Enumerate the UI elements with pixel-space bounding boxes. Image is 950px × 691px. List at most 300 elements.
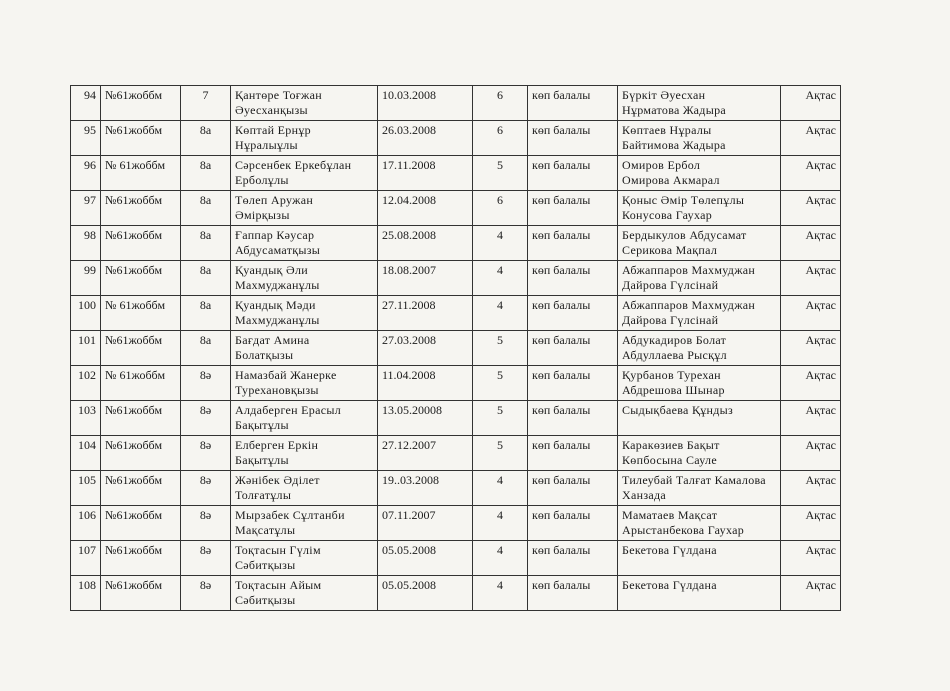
parents-parent1: Бердыкулов Абдусамат xyxy=(622,228,747,242)
row-number-num: 106 xyxy=(78,508,96,522)
row-number xyxy=(71,436,101,471)
row-number xyxy=(71,576,101,611)
parents-cell xyxy=(618,401,781,436)
student-name-cell xyxy=(231,366,378,401)
grade-grade: 8а xyxy=(199,298,212,312)
school-cell xyxy=(101,506,181,541)
birth-date-cell xyxy=(378,506,473,541)
family-category-category: көп балалы xyxy=(532,123,591,137)
children-count-cell xyxy=(473,226,528,261)
student-name-cell xyxy=(231,86,378,121)
student-name-name1: Төлеп Аружан xyxy=(235,193,314,207)
parents-parent2: Абдрешова Шынар xyxy=(622,383,725,397)
parents-cell xyxy=(618,506,781,541)
family-category-cell xyxy=(528,366,618,401)
table-row xyxy=(71,541,841,576)
children-count-cell xyxy=(473,471,528,506)
locality-city: Ақтас xyxy=(805,263,836,277)
row-number xyxy=(71,296,101,331)
row-number-num: 98 xyxy=(84,228,96,242)
row-number-num: 99 xyxy=(84,263,96,277)
birth-date-dob: 11.04.2008 xyxy=(382,368,436,382)
children-count-count: 5 xyxy=(497,333,503,347)
table-row xyxy=(71,86,841,121)
locality-cell xyxy=(781,436,841,471)
roster-table xyxy=(70,85,841,611)
grade-cell xyxy=(181,366,231,401)
row-number xyxy=(71,261,101,296)
student-name-cell xyxy=(231,541,378,576)
school-school: № 61жоббм xyxy=(105,368,166,382)
family-category-category: көп балалы xyxy=(532,298,591,312)
student-name-name2: Турехановқызы xyxy=(235,383,319,397)
school-school: №61жоббм xyxy=(105,508,163,522)
birth-date-dob: 25.08.2008 xyxy=(382,228,436,242)
student-name-name2: Махмуджанұлы xyxy=(235,278,320,292)
children-count-cell xyxy=(473,86,528,121)
student-name-cell xyxy=(231,156,378,191)
school-school: №61жоббм xyxy=(105,228,163,242)
children-count-cell xyxy=(473,191,528,226)
row-number xyxy=(71,331,101,366)
student-name-cell xyxy=(231,401,378,436)
grade-grade: 7 xyxy=(202,88,209,102)
student-name-cell xyxy=(231,226,378,261)
locality-cell xyxy=(781,576,841,611)
student-name-name1: Елберген Еркін xyxy=(235,438,319,452)
school-school: № 61жоббм xyxy=(105,298,166,312)
family-category-cell xyxy=(528,191,618,226)
children-count-count: 5 xyxy=(497,403,503,417)
family-category-cell xyxy=(528,226,618,261)
student-name-name1: Намазбай Жанерке xyxy=(235,368,337,382)
parents-parent2: Абдуллаева Рысқұл xyxy=(622,348,727,362)
table-row xyxy=(71,471,841,506)
family-category-cell xyxy=(528,471,618,506)
grade-grade: 8ә xyxy=(199,578,212,592)
student-name-name2: Ерболұлы xyxy=(235,173,289,187)
parents-cell xyxy=(618,366,781,401)
parents-parent2: Дайрова Гүлсінай xyxy=(622,278,719,292)
table-row xyxy=(71,226,841,261)
children-count-cell xyxy=(473,331,528,366)
student-name-cell xyxy=(231,296,378,331)
birth-date-cell xyxy=(378,576,473,611)
birth-date-cell xyxy=(378,366,473,401)
parents-cell xyxy=(618,86,781,121)
parents-parent2: Арыстанбекова Гаухар xyxy=(622,523,745,537)
locality-cell xyxy=(781,226,841,261)
parents-cell xyxy=(618,296,781,331)
children-count-count: 5 xyxy=(497,158,503,172)
parents-cell xyxy=(618,121,781,156)
grade-grade: 8а xyxy=(199,263,212,277)
locality-city: Ақтас xyxy=(805,88,836,102)
grade-grade: 8ә xyxy=(199,403,212,417)
children-count-cell xyxy=(473,156,528,191)
parents-cell xyxy=(618,471,781,506)
birth-date-dob: 26.03.2008 xyxy=(382,123,436,137)
parents-cell xyxy=(618,191,781,226)
school-school: №61жоббм xyxy=(105,193,163,207)
grade-grade: 8а xyxy=(199,193,212,207)
parents-parent1: Көптаев Нұралы xyxy=(622,123,712,137)
children-count-count: 4 xyxy=(497,578,503,592)
birth-date-cell xyxy=(378,331,473,366)
locality-cell xyxy=(781,191,841,226)
birth-date-dob: 27.11.2008 xyxy=(382,298,436,312)
birth-date-dob: 17.11.2008 xyxy=(382,158,436,172)
family-category-cell xyxy=(528,401,618,436)
parents-cell xyxy=(618,331,781,366)
student-name-name1: Тоқтасын Айым xyxy=(235,578,322,592)
family-category-category: көп балалы xyxy=(532,333,591,347)
locality-city: Ақтас xyxy=(805,578,836,592)
parents-parent1: Қоныс Әмір Төлепұлы xyxy=(622,193,745,207)
grade-grade: 8а xyxy=(199,228,212,242)
table-row xyxy=(71,506,841,541)
student-name-cell xyxy=(231,261,378,296)
school-cell xyxy=(101,401,181,436)
row-number xyxy=(71,191,101,226)
row-number-num: 101 xyxy=(78,333,96,347)
family-category-cell xyxy=(528,541,618,576)
children-count-count: 4 xyxy=(497,228,503,242)
school-cell xyxy=(101,191,181,226)
student-name-name1: Сәрсенбек Еркебұлан xyxy=(235,158,352,172)
school-cell xyxy=(101,541,181,576)
student-name-name1: Бағдат Амина xyxy=(235,333,310,347)
locality-cell xyxy=(781,121,841,156)
parents-parent1: Маматаев Мақсат xyxy=(622,508,718,522)
birth-date-dob: 05.05.2008 xyxy=(382,543,436,557)
family-category-cell xyxy=(528,86,618,121)
birth-date-dob: 07.11.2007 xyxy=(382,508,436,522)
locality-city: Ақтас xyxy=(805,298,836,312)
locality-cell xyxy=(781,401,841,436)
school-school: №61жоббм xyxy=(105,88,163,102)
student-name-name2: Нұралыұлы xyxy=(235,138,298,152)
birth-date-dob: 12.04.2008 xyxy=(382,193,436,207)
children-count-cell xyxy=(473,261,528,296)
student-name-name1: Жәнібек Әділет xyxy=(235,473,320,487)
grade-cell xyxy=(181,156,231,191)
parents-parent1: Абжаппаров Махмуджан xyxy=(622,263,756,277)
school-cell xyxy=(101,261,181,296)
grade-cell xyxy=(181,296,231,331)
birth-date-dob: 19..03.2008 xyxy=(382,473,439,487)
parents-parent2: Конусова Гаухар xyxy=(622,208,713,222)
parents-parent1: Каракөзиев Бақыт xyxy=(622,438,720,452)
locality-city: Ақтас xyxy=(805,543,836,557)
children-count-count: 6 xyxy=(497,88,503,102)
row-number xyxy=(71,86,101,121)
parents-parent2: Дайрова Гүлсінай xyxy=(622,313,719,327)
birth-date-dob: 10.03.2008 xyxy=(382,88,436,102)
student-name-name1: Қуандық Мәди xyxy=(235,298,316,312)
parents-cell xyxy=(618,541,781,576)
student-name-name2: Әмірқызы xyxy=(235,208,290,222)
school-school: №61жоббм xyxy=(105,263,163,277)
family-category-category: көп балалы xyxy=(532,473,591,487)
parents-parent1: Бекетова Гүлдана xyxy=(622,543,717,557)
locality-cell xyxy=(781,261,841,296)
family-category-category: көп балалы xyxy=(532,228,591,242)
school-cell xyxy=(101,121,181,156)
grade-grade: 8а xyxy=(199,158,212,172)
parents-parent1: Сыдықбаева Құндыз xyxy=(622,403,734,417)
parents-parent1: Қурбанов Турехан xyxy=(622,368,721,382)
table-row xyxy=(71,191,841,226)
locality-city: Ақтас xyxy=(805,508,836,522)
locality-cell xyxy=(781,541,841,576)
parents-parent2: Көпбосына Сауле xyxy=(622,453,717,467)
family-category-cell xyxy=(528,156,618,191)
student-name-name2: Бақытұлы xyxy=(235,453,289,467)
row-number-num: 108 xyxy=(78,578,96,592)
children-count-cell xyxy=(473,576,528,611)
student-name-name2: Сәбитқызы xyxy=(235,593,296,607)
row-number-num: 97 xyxy=(84,193,96,207)
parents-parent1: Тилеубай Талғат Камалова xyxy=(622,473,766,487)
row-number xyxy=(71,366,101,401)
row-number-num: 104 xyxy=(78,438,96,452)
student-name-name1: Қуандық Әли xyxy=(235,263,308,277)
locality-cell xyxy=(781,86,841,121)
children-count-cell xyxy=(473,506,528,541)
row-number xyxy=(71,401,101,436)
children-count-cell xyxy=(473,401,528,436)
grade-cell xyxy=(181,401,231,436)
birth-date-cell xyxy=(378,261,473,296)
family-category-cell xyxy=(528,331,618,366)
birth-date-cell xyxy=(378,121,473,156)
table-row xyxy=(71,331,841,366)
grade-cell xyxy=(181,191,231,226)
school-school: №61жоббм xyxy=(105,438,163,452)
school-cell xyxy=(101,86,181,121)
locality-city: Ақтас xyxy=(805,228,836,242)
family-category-category: көп балалы xyxy=(532,508,591,522)
row-number xyxy=(71,156,101,191)
birth-date-cell xyxy=(378,401,473,436)
student-name-name1: Алдаберген Ерасыл xyxy=(235,403,342,417)
grade-cell xyxy=(181,331,231,366)
table-row xyxy=(71,576,841,611)
children-count-count: 4 xyxy=(497,298,503,312)
table-row xyxy=(71,156,841,191)
row-number-num: 94 xyxy=(84,88,96,102)
table-row xyxy=(71,366,841,401)
student-name-name1: Тоқтасын Гүлім xyxy=(235,543,321,557)
parents-parent2: Омирова Акмарал xyxy=(622,173,720,187)
table-row xyxy=(71,436,841,471)
locality-city: Ақтас xyxy=(805,123,836,137)
children-count-count: 5 xyxy=(497,368,503,382)
school-school: №61жоббм xyxy=(105,403,163,417)
row-number-num: 107 xyxy=(78,543,96,557)
family-category-category: көп балалы xyxy=(532,543,591,557)
student-name-name2: Толғатұлы xyxy=(235,488,292,502)
row-number xyxy=(71,121,101,156)
birth-date-dob: 18.08.2007 xyxy=(382,263,436,277)
parents-parent2: Серикова Мақпал xyxy=(622,243,718,257)
school-cell xyxy=(101,156,181,191)
family-category-category: көп балалы xyxy=(532,263,591,277)
roster-body xyxy=(71,86,841,611)
parents-cell xyxy=(618,226,781,261)
parents-parent2: Нұрматова Жадыра xyxy=(622,103,727,117)
grade-cell xyxy=(181,436,231,471)
locality-cell xyxy=(781,366,841,401)
birth-date-cell xyxy=(378,296,473,331)
grade-grade: 8ә xyxy=(199,368,212,382)
birth-date-cell xyxy=(378,541,473,576)
locality-city: Ақтас xyxy=(805,158,836,172)
children-count-count: 4 xyxy=(497,263,503,277)
student-name-cell xyxy=(231,191,378,226)
birth-date-cell xyxy=(378,226,473,261)
birth-date-dob: 27.03.2008 xyxy=(382,333,436,347)
birth-date-cell xyxy=(378,436,473,471)
grade-grade: 8ә xyxy=(199,543,212,557)
family-category-category: көп балалы xyxy=(532,578,591,592)
locality-city: Ақтас xyxy=(805,438,836,452)
school-school: №61жоббм xyxy=(105,333,163,347)
table-row xyxy=(71,401,841,436)
parents-cell xyxy=(618,576,781,611)
grade-grade: 8а xyxy=(199,123,212,137)
student-name-cell xyxy=(231,436,378,471)
table-row xyxy=(71,296,841,331)
family-category-category: көп балалы xyxy=(532,88,591,102)
birth-date-cell xyxy=(378,156,473,191)
grade-cell xyxy=(181,506,231,541)
locality-cell xyxy=(781,331,841,366)
row-number xyxy=(71,541,101,576)
row-number-num: 102 xyxy=(78,368,96,382)
parents-parent1: Абжаппаров Махмуджан xyxy=(622,298,756,312)
birth-date-cell xyxy=(378,86,473,121)
school-cell xyxy=(101,296,181,331)
grade-cell xyxy=(181,121,231,156)
school-cell xyxy=(101,471,181,506)
student-name-name1: Қантөре Тоғжан xyxy=(235,88,322,102)
table-row xyxy=(71,261,841,296)
school-cell xyxy=(101,576,181,611)
student-name-cell xyxy=(231,576,378,611)
parents-parent1: Бекетова Гүлдана xyxy=(622,578,717,592)
family-category-cell xyxy=(528,261,618,296)
row-number xyxy=(71,506,101,541)
student-name-name2: Абдусаматқызы xyxy=(235,243,321,257)
row-number-num: 96 xyxy=(84,158,96,172)
row-number-num: 103 xyxy=(78,403,96,417)
student-name-cell xyxy=(231,331,378,366)
student-name-name2: Болатқызы xyxy=(235,348,294,362)
family-category-category: көп балалы xyxy=(532,438,591,452)
locality-city: Ақтас xyxy=(805,333,836,347)
family-category-cell xyxy=(528,576,618,611)
parents-parent1: Омиров Ербол xyxy=(622,158,701,172)
family-category-category: көп балалы xyxy=(532,403,591,417)
school-cell xyxy=(101,436,181,471)
children-count-count: 4 xyxy=(497,543,503,557)
grade-cell xyxy=(181,86,231,121)
grade-grade: 8а xyxy=(199,333,212,347)
school-school: №61жоббм xyxy=(105,473,163,487)
children-count-count: 5 xyxy=(497,438,503,452)
family-category-cell xyxy=(528,436,618,471)
student-name-cell xyxy=(231,471,378,506)
parents-parent1: Бүркіт Әуесхан xyxy=(622,88,706,102)
school-school: №61жоббм xyxy=(105,578,163,592)
family-category-cell xyxy=(528,506,618,541)
student-name-name2: Махмуджанұлы xyxy=(235,313,320,327)
student-name-name2: Сәбитқызы xyxy=(235,558,296,572)
locality-cell xyxy=(781,296,841,331)
grade-cell xyxy=(181,471,231,506)
children-count-cell xyxy=(473,366,528,401)
birth-date-dob: 13.05.20008 xyxy=(382,403,442,417)
children-count-count: 4 xyxy=(497,508,503,522)
locality-city: Ақтас xyxy=(805,473,836,487)
student-name-name1: Көптай Ернұр xyxy=(235,123,311,137)
grade-cell xyxy=(181,261,231,296)
school-school: №61жоббм xyxy=(105,123,163,137)
children-count-cell xyxy=(473,436,528,471)
birth-date-cell xyxy=(378,191,473,226)
children-count-cell xyxy=(473,121,528,156)
school-cell xyxy=(101,366,181,401)
children-count-count: 6 xyxy=(497,123,503,137)
locality-city: Ақтас xyxy=(805,368,836,382)
grade-grade: 8ә xyxy=(199,508,212,522)
birth-date-dob: 27.12.2007 xyxy=(382,438,436,452)
school-school: № 61жоббм xyxy=(105,158,166,172)
children-count-count: 6 xyxy=(497,193,503,207)
parents-parent2: Байтимова Жадыра xyxy=(622,138,726,152)
student-name-name1: Ғаппар Кәусар xyxy=(235,228,315,242)
parents-parent2: Ханзада xyxy=(622,488,667,502)
birth-date-cell xyxy=(378,471,473,506)
school-school: №61жоббм xyxy=(105,543,163,557)
grade-grade: 8ә xyxy=(199,438,212,452)
student-name-name2: Бақытұлы xyxy=(235,418,289,432)
grade-grade: 8ә xyxy=(199,473,212,487)
children-count-cell xyxy=(473,296,528,331)
school-cell xyxy=(101,331,181,366)
student-name-name1: Мырзабек Сұлтанби xyxy=(235,508,345,522)
student-name-name2: Әуесханқызы xyxy=(235,103,308,117)
student-name-name2: Мақсатұлы xyxy=(235,523,296,537)
locality-cell xyxy=(781,506,841,541)
family-category-cell xyxy=(528,296,618,331)
children-count-count: 4 xyxy=(497,473,503,487)
row-number xyxy=(71,226,101,261)
table-row xyxy=(71,121,841,156)
birth-date-dob: 05.05.2008 xyxy=(382,578,436,592)
row-number-num: 105 xyxy=(78,473,96,487)
parents-cell xyxy=(618,261,781,296)
parents-cell xyxy=(618,436,781,471)
school-cell xyxy=(101,226,181,261)
locality-city: Ақтас xyxy=(805,403,836,417)
locality-cell xyxy=(781,156,841,191)
student-name-cell xyxy=(231,121,378,156)
row-number xyxy=(71,471,101,506)
row-number-num: 100 xyxy=(78,298,96,312)
